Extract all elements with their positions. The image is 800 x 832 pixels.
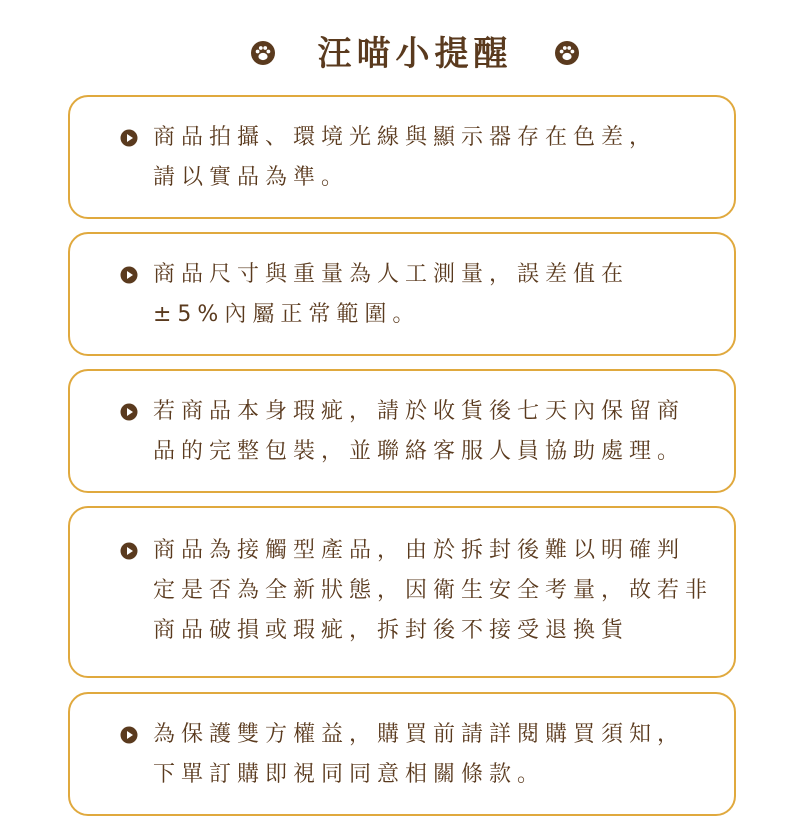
notice-line: 若商品本身瑕疵，請於收貨後七天內保留商: [153, 399, 686, 424]
notice-line: 商品拍攝、環境光線與顯示器存在色差，: [153, 125, 658, 150]
notice-text: [153, 118, 720, 198]
paw-icon: [250, 40, 276, 66]
notice-line: ±5%內屬正常範圍。: [153, 302, 421, 327]
play-circle-icon: [120, 129, 138, 147]
notice-line: 下單訂購即視同同意相關條款。: [153, 762, 546, 787]
notice-card: [68, 506, 736, 678]
notice-line: 商品尺寸與重量為人工測量，誤差值在: [153, 262, 630, 287]
notice-card: [68, 95, 736, 219]
notice-line: 定是否為全新狀態，因衛生安全考量，故若非: [153, 578, 714, 603]
notice-text: [153, 392, 720, 472]
notice-line: 品的完整包裝，並聯絡客服人員協助處理。: [153, 439, 686, 464]
play-circle-icon: [120, 542, 138, 560]
notice-line: 請以實品為準。: [153, 165, 350, 190]
header: [0, 26, 800, 86]
play-circle-icon: [120, 403, 138, 421]
notice-card: [68, 369, 736, 493]
notice-text: [153, 531, 720, 651]
notice-text: [153, 255, 720, 335]
page-title: 汪喵小提醒: [317, 34, 513, 74]
notice-card: [68, 692, 736, 816]
play-circle-icon: [120, 726, 138, 744]
notice-line: 為保護雙方權益，購買前請詳閱購買須知，: [153, 722, 686, 747]
notice-card: [68, 232, 736, 356]
notice-line: 商品破損或瑕疵，拆封後不接受退換貨: [153, 618, 630, 643]
notice-line: 商品為接觸型產品，由於拆封後難以明確判: [153, 538, 686, 563]
paw-icon: [554, 40, 580, 66]
play-circle-icon: [120, 266, 138, 284]
notice-text: [153, 715, 720, 795]
